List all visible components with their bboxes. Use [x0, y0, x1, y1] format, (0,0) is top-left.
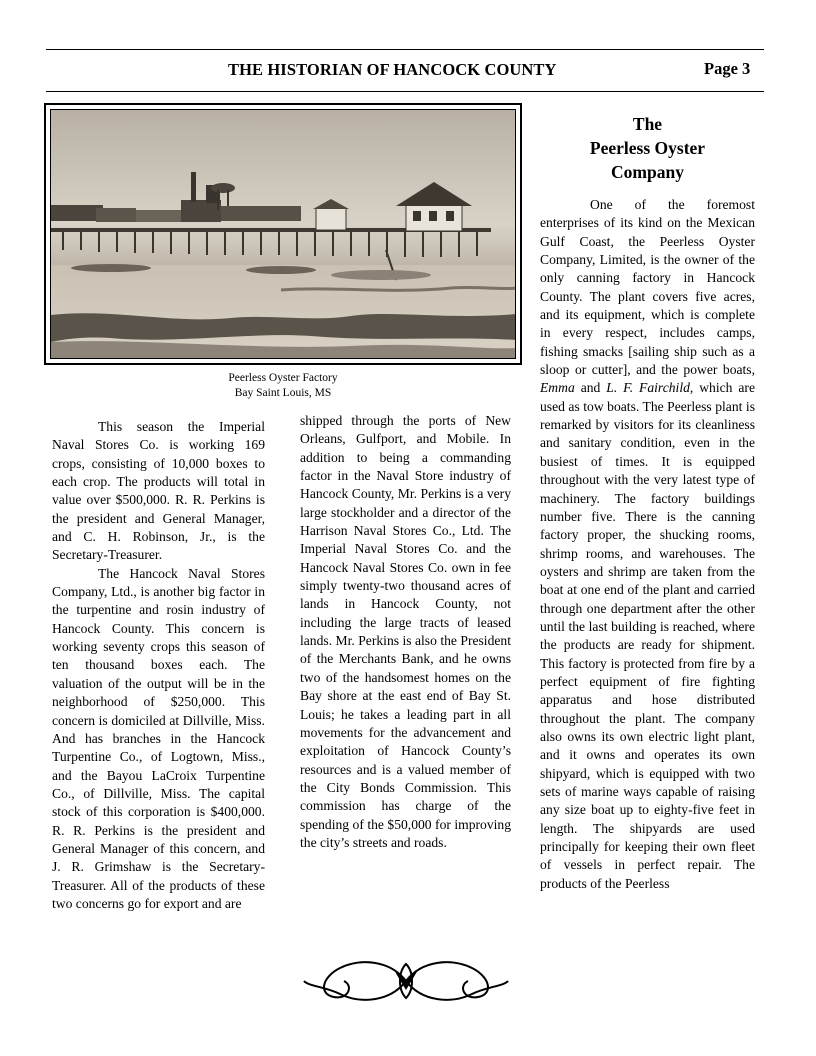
title-line-2: Peerless Oyster	[589, 138, 706, 158]
paragraph-peerless-part-b: , which are used as tow boats. The Peerless plant is remarked by visitors for its cleanliness and sanitary condition, even in the busiest of times. It is equipped throughout with the very latest type of machinery. The factory buildings number five. There is the canning factory proper, the shucking rooms, shrimp rooms, and warehouses. The oysters and shrimp are taken from the boat at one end of the plant and carried through one department after the other until the last building is reached, where the products are ready for shipment. This factory is protected from fire by a perfect equipment of fire fighting apparatus and hose distributed throughout the plant. The company also owns its own electric light plant, and it owns and operates its own shipyard, which is equipped with two sets of marine ways capable of raising any size boat up to eighty-five feet in length. The shipyards are used principally for keeping their own fleet of vessels in perfect repair. The products of the Peerless	[540, 380, 755, 891]
header-rule-top	[46, 49, 764, 50]
paragraph-peerless-oyster	[540, 196, 755, 893]
paragraph-hancock-naval-stores: The Hancock Naval Stores Company, Ltd., is another big factor in the turpentine and rosin industry of Hancock County. This concern is working seventy crops this season of ten thousand boxes each. The valuation of the output will be in the neighborhood of $250,000. This concern is domiciled at Dillville, Miss. And has branches in the Hancock Turpentine Co., of Logtown, Miss., and the Bayou LaCroix Turpentine Co., of Dillville, Miss. The capital stock of this corporation is $400,000. R. R. Perkins is the president and General Manager of this concern, and J. R. Grimshaw is the Secretary-Treasurer. All of the products of these two concerns go for export and are	[52, 565, 265, 911]
conjunction-and: and	[580, 380, 601, 396]
photo-caption	[44, 371, 522, 401]
paragraph-imperial-naval-stores: This season the Imperial Naval Stores Co. is working 169 crops, consisting of 10,000 boxes to each crop. The products will total in value over $500,000. R. R. Perkins is the president and General Manager, and C. H. Robinson, Jr., is the Secretary-Treasurer.	[52, 419, 265, 563]
masthead-title: THE HISTORIAN OF HANCOCK COUNTY	[228, 60, 557, 79]
boat-name-fairchild: L. F. Fairchild	[606, 380, 690, 396]
caption-location: Bay Saint Louis, MS	[234, 387, 332, 399]
page-number: Page 3	[704, 59, 751, 78]
article-column-3	[540, 196, 755, 893]
paragraph-peerless-part-a: One of the foremost enterprises of its kind on the Mexican Gulf Coast, the Peerless Oyster Company, Limited, is the owner of the only canning factory in Hancock County. The plant covers five acres, and its equipment, which is complete in every respect, includes camps, fishing smacks [sailing ship such as a sloop or cutter], and the power boats,	[540, 197, 755, 378]
header-rule-bottom	[46, 91, 764, 92]
boat-name-emma: Emma	[540, 380, 575, 396]
oyster-factory-photo	[50, 109, 516, 359]
article-column-1	[52, 418, 265, 913]
photo-frame	[44, 103, 522, 365]
title-line-1: The	[632, 114, 663, 134]
title-line-3: Company	[611, 162, 684, 182]
paragraph-perkins-continued: shipped through the ports of New Orleans, Gulfport, and Mobile. In addition to being a commanding factor in the Naval Store industry of Hancock County, Mr. Perkins is a very large stockholder and a director of the Harrison Naval Stores Co., Ltd. The Imperial Naval Stores Co. and the Hancock Naval Stores Co. own in fee simply twenty-two thousand acres of lands in Hancock County, not including the large tracts of leased lands. Mr. Perkins is also the President of the Merchants Bank, and he owns two of the handsomest homes on the Bay shore at the east end of Bay St. Louis; he takes a leading part in all movements for the advancement and exploitation of Hancock County’s resources and is a valued member of the City Bonds Commission. This commission has charge of the spending of the $50,000 for improving the city’s streets and roads.	[300, 413, 511, 850]
sidebar-article-title	[540, 112, 755, 184]
article-column-2	[300, 412, 511, 852]
caption-title: Peerless Oyster Factory	[228, 372, 338, 384]
decorative-flourish-ornament	[300, 950, 512, 1012]
